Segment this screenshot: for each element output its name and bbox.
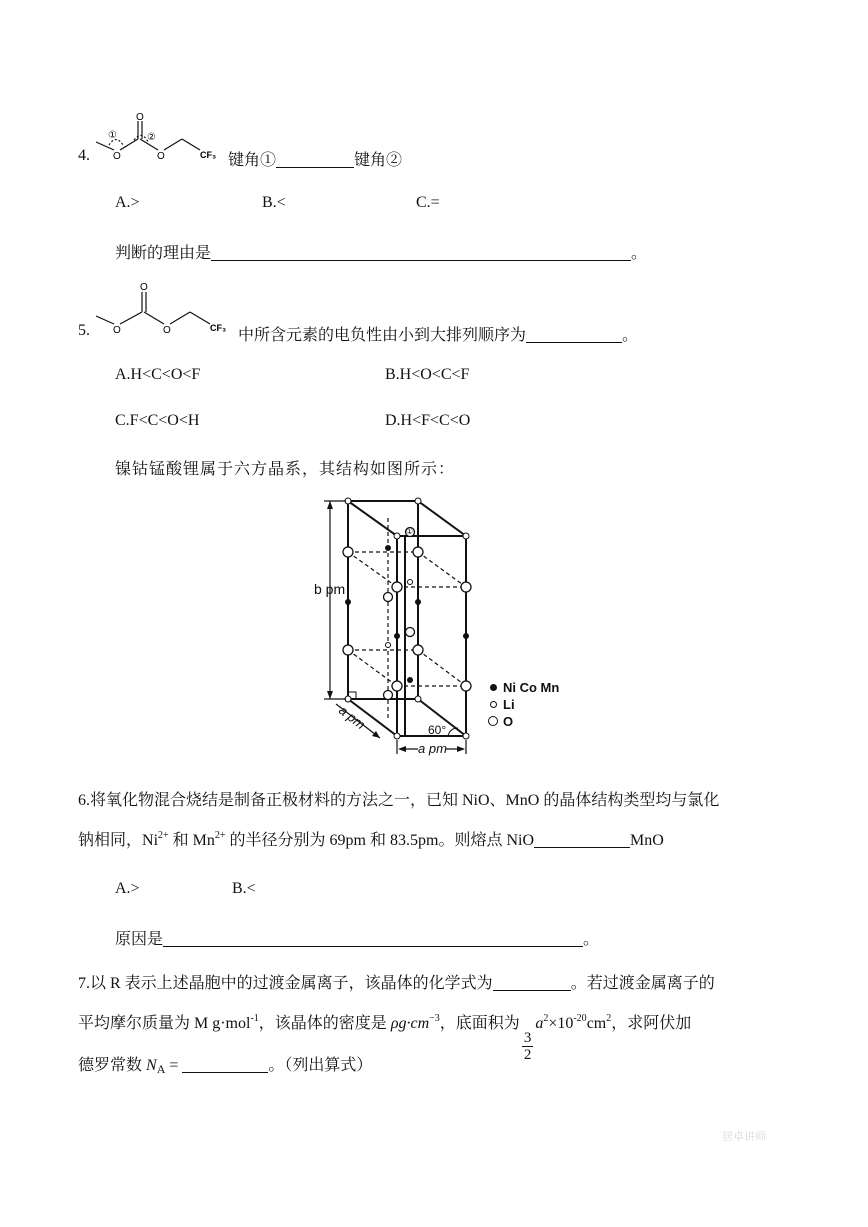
legend — [488, 679, 559, 730]
q7-density: ρg·cm — [390, 1015, 430, 1032]
q7-exp2: 2 — [543, 1013, 549, 1024]
q4-number: 4. — [78, 147, 90, 164]
mol-angle-1: ① — [108, 130, 117, 141]
q6-option-b: B.< — [232, 880, 256, 897]
mol-ether-o-2: O — [163, 325, 171, 336]
q7-na-sub: A — [156, 1062, 166, 1076]
q6-reason-end: 。 — [583, 931, 600, 948]
q7-formula-blank[interactable] — [493, 972, 571, 991]
q4-reason-label: 判断的理由是 — [115, 245, 212, 262]
q7-frac-num: 3 — [523, 1030, 532, 1046]
q4-text-a: 键角① — [228, 152, 277, 169]
q7-na-blank[interactable] — [182, 1054, 268, 1073]
q7-times: ×10 — [548, 1015, 574, 1032]
q5-text: 中所含元素的电负性由小到大排列顺序为 — [238, 327, 527, 344]
intro-text: 镍钴锰酸锂属于六方晶系，其结构如图所示： — [115, 461, 456, 478]
molecule-q5 — [92, 280, 237, 336]
q7-line2-c: ，底面积为 — [439, 1015, 520, 1032]
watermark: 居卓讲师 — [722, 1131, 766, 1143]
q7-line3-c: 。（列出算式） — [268, 1057, 373, 1074]
q6-line2-b: 的半径分别为 69pm 和 83.5pm。则熔点 NiO — [225, 832, 534, 849]
large-open-circle-icon — [488, 716, 498, 726]
height-label: b pm — [314, 581, 346, 597]
figure-node-label: ① — [406, 527, 414, 536]
legend-label-metal: Ni Co Mn — [503, 680, 560, 695]
q5-option-d: D.H<F<C<O — [385, 412, 471, 429]
q6-mn-charge: 2+ — [214, 830, 226, 841]
q7-frac-den: 2 — [523, 1047, 532, 1063]
mol-cf3: CF₃ — [210, 323, 227, 333]
q6-line2-a: 钠相同， — [78, 832, 143, 849]
q4-reason-blank[interactable] — [211, 242, 631, 261]
q7-line3 — [78, 1052, 372, 1077]
mol-cf3: CF₃ — [200, 150, 217, 160]
q4-stem — [228, 147, 402, 170]
molecule-q4 — [92, 112, 227, 164]
q7-line2-d: ，求阿伏加 — [611, 1015, 692, 1032]
q7-na: N — [146, 1057, 157, 1074]
q7-line3-b: = — [165, 1057, 183, 1074]
legend-item-o — [488, 713, 559, 730]
q4-reason-end: 。 — [631, 245, 648, 262]
q7-exp-neg1: -1 — [250, 1013, 259, 1024]
slanted-edge-label: a pm — [336, 702, 369, 733]
q6-and: 和 — [168, 832, 193, 849]
q4-reason — [115, 240, 647, 263]
legend-item-li — [488, 696, 559, 713]
q7-exp2b: 2 — [606, 1013, 612, 1024]
q6-line1: 6.将氧化物混合烧结是制备正极材料的方法之一，已知 NiO、MnO 的晶体结构类型均与氯化 — [78, 792, 720, 809]
q7-exp-neg3: −3 — [429, 1013, 440, 1024]
q7-line3-a: 德罗常数 — [78, 1057, 147, 1074]
q6-reason — [115, 926, 599, 949]
q5-option-b: B.H<O<C<F — [385, 366, 470, 383]
q5-end: 。 — [622, 327, 639, 344]
q6-line2-c: MnO — [630, 832, 664, 849]
q5-option-a: A.H<C<O<F — [115, 366, 201, 383]
mol-ether-o: O — [113, 151, 121, 162]
q6-mn: Mn — [192, 832, 215, 849]
q4-option-a: A.> — [115, 194, 140, 211]
q4-option-b: B.< — [262, 194, 286, 211]
small-open-circle-icon — [490, 701, 497, 708]
q7-line1-a: 7.以 R 表示上述晶胞中的过渡金属离子，该晶体的化学式为 — [78, 975, 493, 992]
q6-ni-charge: 2+ — [158, 830, 169, 841]
q5-option-c: C.F<C<O<H — [115, 412, 200, 429]
q4-answer-blank[interactable] — [276, 149, 354, 168]
q6-option-a: A.> — [115, 880, 140, 897]
q7-line2-b: ，该晶体的密度是 — [258, 1015, 391, 1032]
bottom-edge-label: a pm — [418, 741, 447, 756]
q7-fraction — [522, 1030, 534, 1063]
mol-angle-2: ② — [147, 132, 156, 143]
q4-option-c: C.= — [416, 194, 440, 211]
q7-line1-b: 。若过渡金属离子的 — [570, 975, 715, 992]
legend-item-metal — [488, 679, 559, 696]
q7-exp-20: -20 — [573, 1013, 587, 1024]
q6-reason-blank[interactable] — [163, 928, 583, 947]
mol-carbonyl-o: O — [140, 282, 148, 293]
q6-reason-label: 原因是 — [115, 931, 164, 948]
legend-label-o: O — [503, 714, 514, 729]
q7-area-a: a — [535, 1015, 544, 1032]
q7-cm: cm — [586, 1015, 607, 1032]
q5-number: 5. — [78, 322, 90, 339]
q6-ni: Ni — [142, 832, 159, 849]
mol-ether-o: O — [113, 325, 121, 336]
angle-label: 60° — [428, 723, 447, 737]
q6-answer-blank[interactable] — [534, 829, 630, 848]
q6-line2 — [78, 827, 664, 850]
q5-stem — [238, 322, 638, 345]
filled-dot-icon — [490, 684, 497, 691]
q7-line1 — [78, 970, 715, 993]
legend-label-li: Li — [503, 697, 515, 712]
q4-text-b: 键角② — [354, 152, 403, 169]
q5-answer-blank[interactable] — [526, 324, 622, 343]
mol-ether-o-2: O — [157, 151, 165, 162]
q7-line2-a: 平均摩尔质量为 M g·mol — [78, 1015, 251, 1032]
mol-carbonyl-o: O — [136, 112, 144, 123]
